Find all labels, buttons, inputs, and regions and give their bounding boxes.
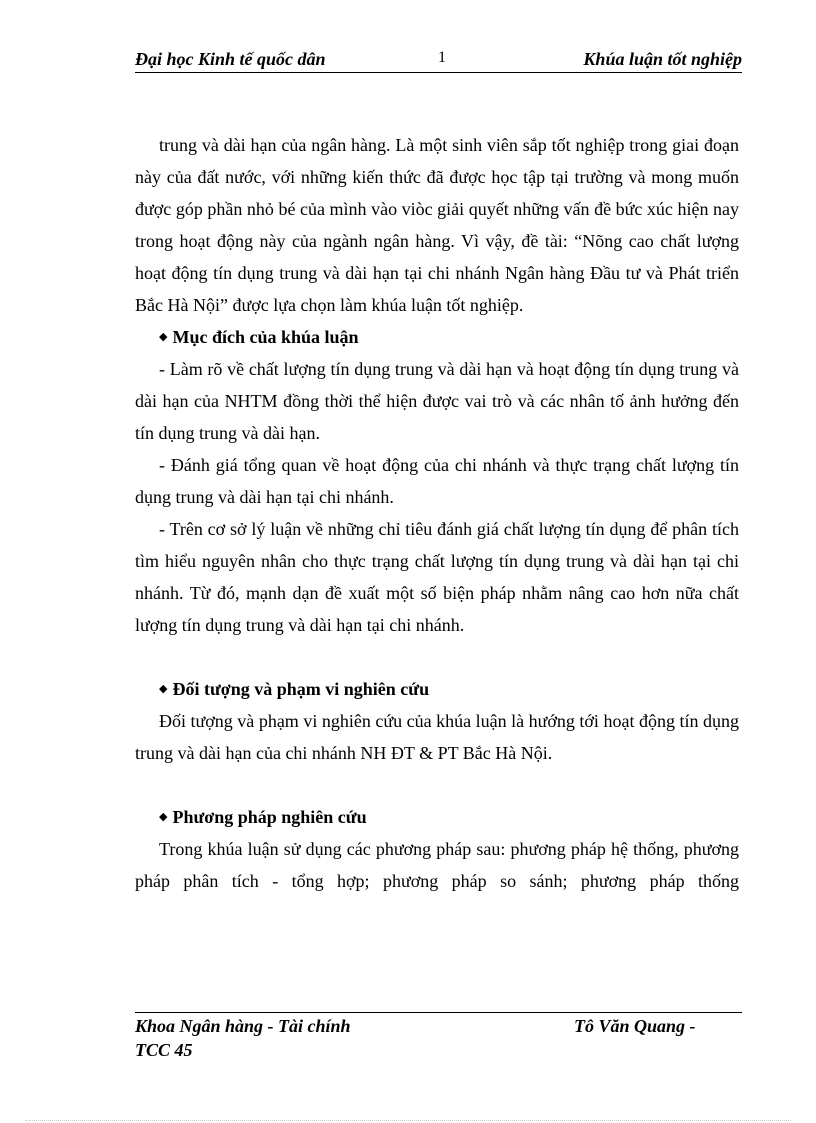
page-edge-divider xyxy=(25,1120,791,1121)
page-number: 1 xyxy=(438,49,446,66)
page-header xyxy=(135,46,742,73)
section-heading-method-text: Phương pháp nghiên cứu xyxy=(172,807,367,827)
section-heading-scope xyxy=(135,673,739,705)
section-heading-purpose-text: Mục đích của khúa luận xyxy=(172,327,359,347)
diamond-bullet-icon: ◆ xyxy=(159,811,168,823)
section-heading-purpose xyxy=(135,321,739,353)
header-document-type: Khúa luận tốt nghiệp xyxy=(583,49,742,69)
footer-class: TCC 45 xyxy=(135,1040,193,1060)
footer-author: Tô Văn Quang - xyxy=(574,1016,696,1036)
page-body xyxy=(135,129,739,897)
purpose-item: - Trên cơ sở lý luận về những chỉ tiêu đánh giá chất lượng tín dụng để phân tích tìm hiểu nguyên nhân cho thực trạng chất lượng tín dụng trung và dài hạn tại chi nhánh. Từ đó, mạnh dạn đề xuất một số biện pháp nhằm nâng cao hơn nữa chất lượng tín dụng trung và dài hạn tại chi nhánh. xyxy=(135,519,739,635)
diamond-bullet-icon: ◆ xyxy=(159,683,168,695)
purpose-item: - Làm rõ về chất lượng tín dụng trung và dài hạn và hoạt động tín dụng trung và dài hạn của NHTM đồng thời thể hiện được vai trò và các nhân tố ảnh hưởng đến tín dụng trung và dài hạn. xyxy=(135,359,739,443)
page-footer xyxy=(135,1012,742,1060)
footer-faculty: Khoa Ngân hàng - Tài chính xyxy=(135,1016,351,1036)
scope-paragraph: Đối tượng và phạm vi nghiên cứu của khúa luận là hướng tới hoạt động tín dụng trung và dài hạn của chi nhánh NH ĐT & PT Bắc Hà Nội. xyxy=(135,711,739,763)
section-heading-method xyxy=(135,801,739,833)
section-heading-scope-text: Đối tượng và phạm vi nghiên cứu xyxy=(172,679,430,699)
header-university: Đại học Kinh tế quốc dân xyxy=(135,49,326,69)
purpose-item: - Đánh giá tổng quan về hoạt động của chi nhánh và thực trạng chất lượng tín dụng trung và dài hạn tại chi nhánh. xyxy=(135,455,739,507)
paragraph-gap xyxy=(135,641,739,673)
method-paragraph: Trong khúa luận sử dụng các phương pháp sau: phương pháp hệ thống, phương pháp phân tích - tổng hợp; phương pháp so sánh; phương pháp thống xyxy=(135,839,739,891)
intro-paragraph: trung và dài hạn của ngân hàng. Là một sinh viên sắp tốt nghiệp trong giai đoạn này của đất nước, với những kiến thức đã được học tập tại trường và mong muốn được góp phần nhỏ bé của mình vào viòc giải quyết những vấn đề bức xúc hiện nay trong hoạt động này của ngành ngân hàng. Vì vậy, đề tài: “Nõng cao chất lượng hoạt động tín dụng trung và dài hạn tại chi nhánh Ngân hàng Đầu tư và Phát triển Bắc Hà Nội” được lựa chọn làm khúa luận tốt nghiệp. xyxy=(135,135,739,315)
diamond-bullet-icon: ◆ xyxy=(159,331,168,343)
paragraph-gap xyxy=(135,769,739,801)
